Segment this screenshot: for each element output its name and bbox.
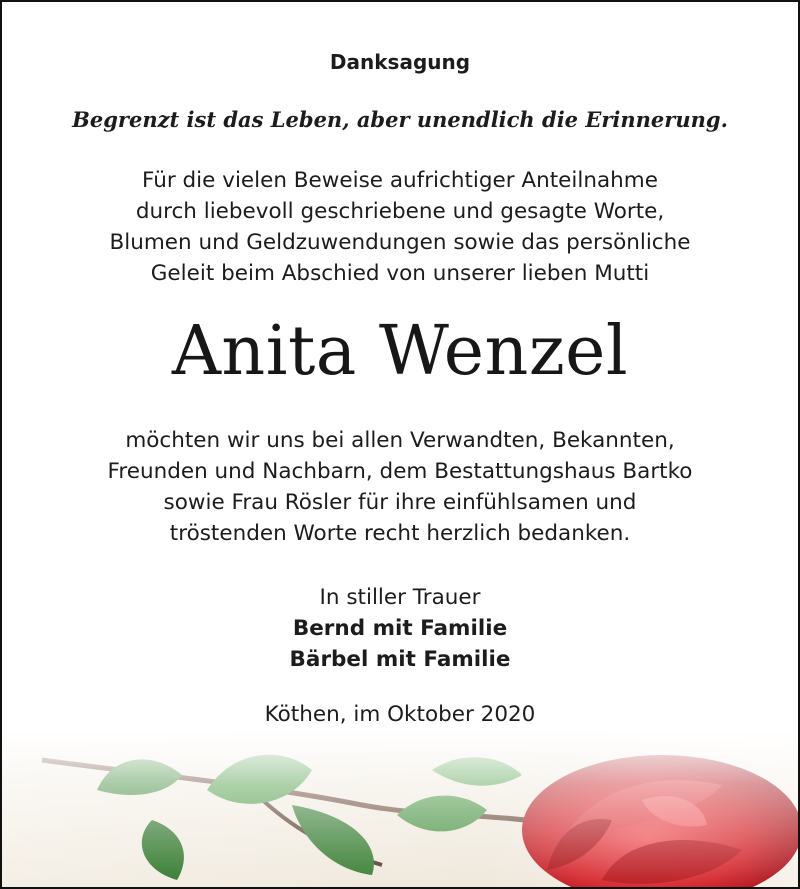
rose-illustration [2, 730, 798, 887]
motto-quote: Begrenzt ist das Leben, aber unendlich die Erinnerung. [72, 107, 728, 132]
intro-paragraph [2, 165, 798, 289]
deceased-name: Anita Wenzel [171, 312, 629, 391]
thanks-line: sowie Frau Rösler für ihre einfühlsamen und [163, 490, 637, 515]
place-date: Köthen, im Oktober 2020 [264, 702, 536, 727]
intro-line: Geleit beim Abschied von unserer lieben Mutti [150, 261, 650, 286]
signatory-name: Bärbel mit Familie [289, 647, 511, 672]
signatory-name: Bernd mit Familie [292, 616, 508, 641]
signature-intro: In stiller Trauer [319, 585, 481, 610]
thanks-paragraph [2, 425, 798, 549]
thanks-line: möchten wir uns bei allen Verwandten, Bekannten, [125, 428, 675, 453]
thanks-line: tröstenden Worte recht herzlich bedanken. [169, 521, 631, 546]
intro-line: Für die vielen Beweise aufrichtiger Anteilnahme [142, 168, 658, 193]
intro-line: durch liebevoll geschriebene und gesagte Worte, [135, 199, 665, 224]
thanks-line: Freunden und Nachbarn, dem Bestattungshaus Bartko [107, 459, 693, 484]
intro-line: Blumen und Geldzuwendungen sowie das persönliche [109, 230, 691, 255]
signature-block [2, 582, 798, 675]
notice-heading: Danksagung [329, 50, 471, 74]
